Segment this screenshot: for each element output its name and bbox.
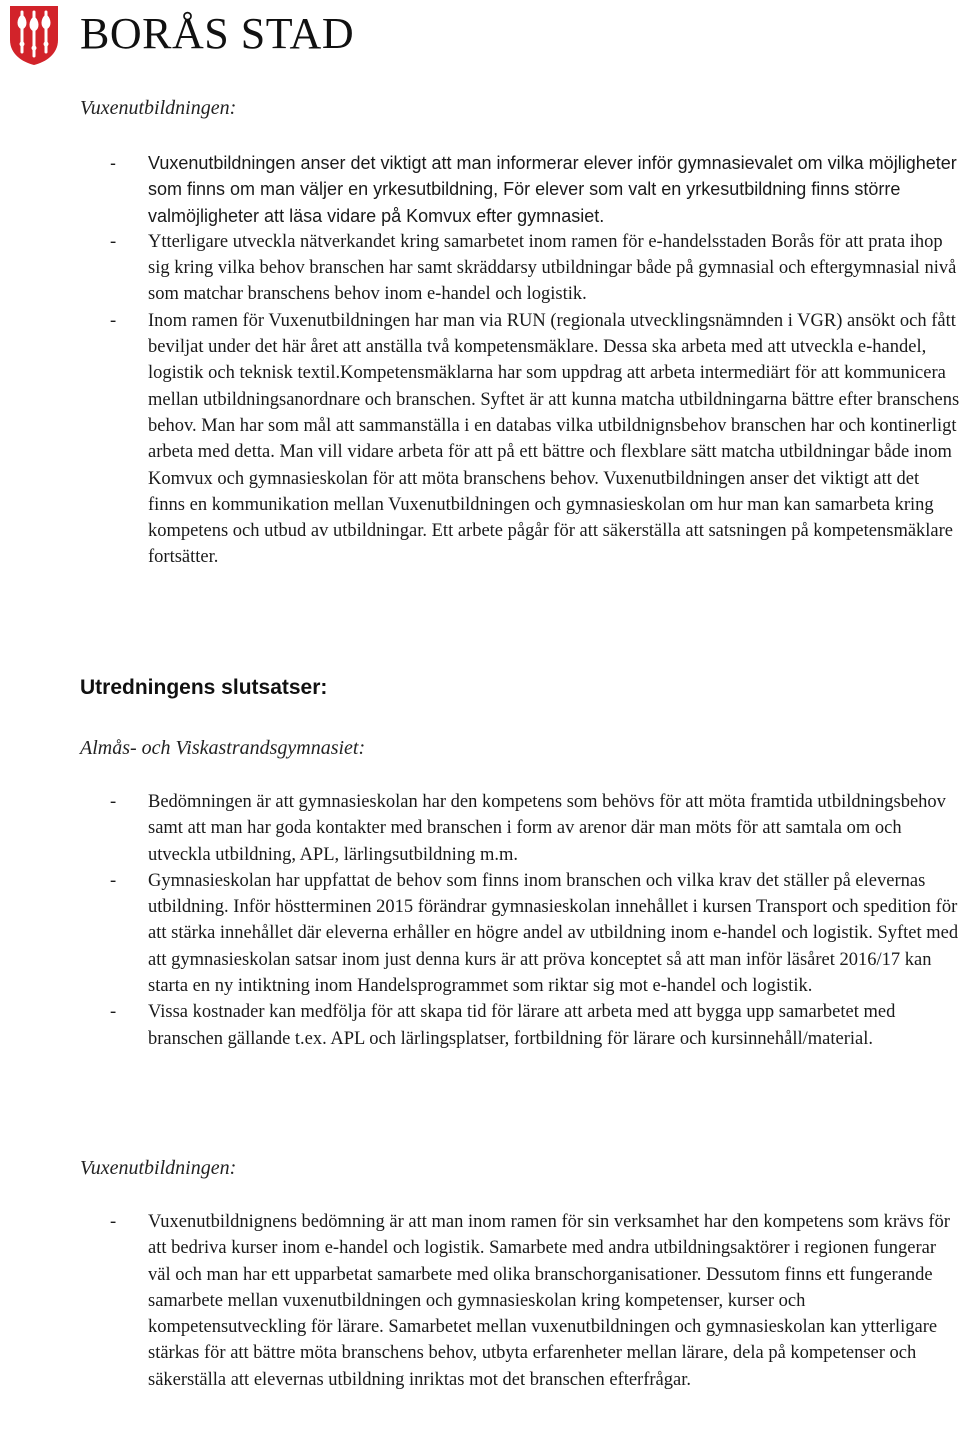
list-item (110, 789, 960, 868)
section-title-vuxenutbildningen-2: Vuxenutbildningen: (80, 1157, 237, 1179)
vuxenutbildningen-list (110, 150, 960, 571)
list-item-text: Vuxenutbildnignens bedömning är att man inom ramen för sin verksamhet har den kompetens som krävs för att bedriva kurser inom e-handel och logistik. Samarbete med andra utbildningsaktörer i regionen fungerar väl och man har ett upparbetat samarbete med olika branschorganisationer. Dessutom finns ett fungerande samarbete mellan vuxenutbildningen och gymnasieskolan kring kompetenser, kurser och kompetensutveckling för lärare. Samarbetet mellan vuxenutbildningen och gymnasieskolan kan ytterligare stärkas för att bättre möta branschens behov, utbyta erfarenheter mellan lärare, dela på kompetenser och säkerställa att elevernas utbildning inriktas mot det branschen efterfrågar. (148, 1212, 950, 1390)
list-item (110, 868, 960, 999)
list-item-text: Ytterligare utveckla nätverkandet kring samarbetet inom ramen för e-handelsstaden Borås för att prata ihop sig kring vilka behov branschen har samt skräddarsy utbildningar både på gymnasial och eftergymnasial nivå som matchar branschens behov inom e-handel och logistik. (148, 231, 957, 305)
bullet-dash: - (110, 310, 117, 331)
logo-wordmark: BORÅS STAD (80, 9, 355, 58)
list-item-text: Gymnasieskolan har uppfattat de behov som finns inom branschen och vilka krav det ställer på elevernas utbildning. Inför höstterminen 2015 förändrar gymnasieskolan innehållet i kursen Transport och spedition för att stärka innehållet där eleverna erhåller en högre andel av utbildning inom e-handel och logistik. Syftet med att gymnasieskolan satsar inom just denna kurs är att pröva konceptet så att man inför läsåret 2016/17 kan starta en ny intiktning inom Handelsprogrammet som riktar sig mot e-handel och logistik. (148, 870, 959, 997)
bullet-dash: - (110, 792, 117, 812)
list-item (110, 999, 960, 1052)
bullet-dash: - (110, 1212, 117, 1232)
list-item (110, 150, 960, 229)
list-item (110, 1209, 960, 1393)
logo (8, 4, 355, 66)
bullet-dash: - (110, 1002, 117, 1023)
almas-list (110, 789, 960, 1052)
list-item (110, 229, 960, 308)
list-item-text: Bedömningen är att gymnasieskolan har den kompetens som behövs för att möta framtida utbildningsbehov samt att man har goda kontakter med branschen i form av arenor där man möts för att samtala om och utveckla utbildning, APL, lärlingsutbildning m.m. (148, 792, 946, 865)
heading-conclusions: Utredningens slutsatser: (80, 676, 328, 699)
bullet-dash: - (110, 231, 117, 252)
section-title-almas: Almås- och Viskastrandsgymnasiet: (80, 737, 366, 759)
bullet-dash: - (110, 870, 117, 891)
city-shield-icon (8, 4, 60, 66)
bullet-dash: - (110, 153, 116, 173)
list-item-text: Inom ramen för Vuxenutbildningen har man via RUN (regionala utvecklingsnämnden i VGR) ansökt och fått beviljat under det här året att anställa två kompetensmäklare. Dessa ska arbeta med att utveckla e-handel, logistik och teknisk textil.Kompetensmäklarna har som uppdrag att arbeta intermediärt för att kommunicera mellan utbildningsanordnare och branschen. Syftet är att kunna matcha utbildningarna bättre efter branschens behov. Man har som mål att sammanställa i en databas vilka utbildnignsbehov branschen har och kontinerligt arbeta med detta. Man vill vidare arbeta för att på ett bättre och flexblare sätt matcha utbildningar både inom Komvux och gymnasieskolan för att möta branschens behov. Vuxenutbildningen anser det viktigt att det finns en kommunikation mellan Vuxenutbildningen och gymnasieskolan om hur man kan samarbeta kring kompetens och utbud av utbildningar. Ett arbete pågår för att säkerställa att satsningen på kompetensmäklare fortsätter. (148, 310, 960, 568)
list-item-text: Vissa kostnader kan medfölja för att skapa tid för lärare att arbeta med att bygga upp samarbetet med branschen gällande t.ex. APL och lärlingsplatser, fortbildning för lärare och kursinnehåll/material. (148, 1002, 896, 1049)
section-title-vuxenutbildningen: Vuxenutbildningen: (80, 97, 237, 119)
list-item (110, 308, 960, 571)
vuxenutbildningen-conclusions-list (110, 1209, 960, 1393)
list-item-text: Vuxenutbildningen anser det viktigt att man informerar elever inför gymnasievalet om vilka möjligheter som finns om man väljer en yrkesutbildning, För elever som valt en yrkesutbildning finns större valmöjligheter att läsa vidare på Komvux efter gymnasiet. (148, 153, 957, 226)
